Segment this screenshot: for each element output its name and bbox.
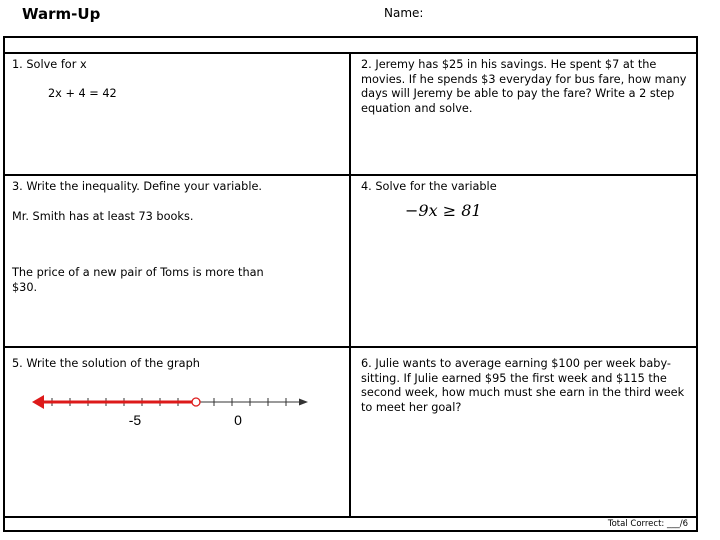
problem-1-label: 1. Solve for x <box>12 58 87 71</box>
top-bar <box>5 38 696 54</box>
tick-label-minus-5: -5 <box>128 412 142 428</box>
problem-6 <box>361 357 693 415</box>
problem-1-equation: 2x + 4 = 42 <box>48 86 117 100</box>
problem-1 <box>12 58 342 101</box>
worksheet-title: Warm-Up <box>22 5 101 23</box>
problem-grid <box>3 36 698 532</box>
problem-4-inequality: −9x ≥ 81 <box>405 200 482 220</box>
column-divider <box>349 54 351 518</box>
problem-3 <box>12 180 342 295</box>
row-divider-3 <box>5 516 696 518</box>
problem-5-label: 5. Write the solution of the graph <box>12 357 200 370</box>
problem-3-item-b: The price of a new pair of Toms is more than $30. <box>12 266 264 294</box>
number-line-right-arrow <box>299 399 308 406</box>
total-correct: Total Correct: ___/6 <box>607 519 688 529</box>
problem-3-label: 3. Write the inequality. Define your variable. <box>12 180 263 193</box>
name-label: Name: <box>384 6 424 20</box>
problem-3-item-a: Mr. Smith has at least 73 books. <box>12 209 194 223</box>
number-line <box>27 390 312 430</box>
row-divider-1 <box>5 174 696 176</box>
row-divider-2 <box>5 346 696 348</box>
solution-ray-arrowhead <box>32 395 44 409</box>
problem-2-text: 2. Jeremy has $25 in his savings. He spent $7 at the movies. If he spends $3 everyday for bus fare, how many days will Jeremy be able to pay the fare? Write a 2 step equation and solve. <box>361 58 687 115</box>
open-circle-endpoint <box>192 398 200 406</box>
problem-2 <box>361 58 691 116</box>
problem-4-label: 4. Solve for the variable <box>361 180 497 193</box>
tick-label-0: 0 <box>234 412 242 428</box>
problem-6-text: 6. Julie wants to average earning $100 per week baby-sitting. If Julie earned $95 the first week and $115 the second week, how much must she earn in the third week to meet her goal? <box>361 357 685 414</box>
problem-5 <box>12 357 342 372</box>
problem-4 <box>361 180 691 218</box>
